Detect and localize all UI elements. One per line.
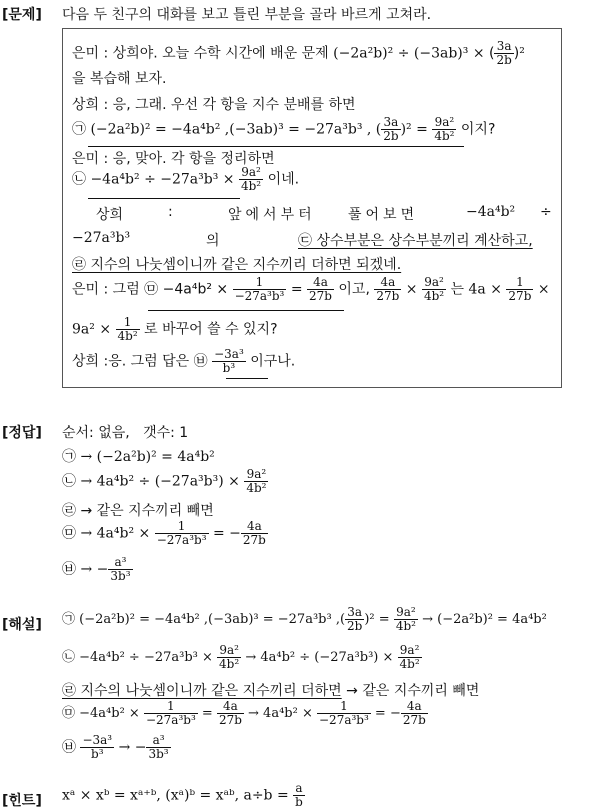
dialog-line-7f: ÷ [540,204,552,220]
fraction: $\frac{\text{a³}}{\text{3b³}}$ [110,555,131,583]
fraction: $\frac{\text{9a²}}{\text{4b²}}$ [240,165,262,193]
dialog-line-8c: ㉢ 상수부분은 상수부분끼리 계산하고, [298,233,533,249]
answer-item-1: ㉠ → (−2a²b)² = 4a⁴b² [62,449,215,465]
fraction: $\frac{4a}{27b}$ [402,699,426,727]
dialog-line-2: 을 복습해 보자. [72,71,167,87]
fraction: $\frac{1}{\text{−27a³b³}}$ [234,275,285,303]
dialog-line-12: 상희 :응. 그럼 답은 ㉥ $\frac{\text{−3a³}}{\text{b³}}$ 이구나. [72,347,296,375]
problem-label: [문제] [2,7,42,23]
answer-order: 순서: 없음, 갯수: 1 [62,425,189,441]
fraction: $\frac{\text{−3a³}}{\text{b³}}$ [214,347,244,375]
dialog-line-8b: 의 [206,233,220,249]
explanation-item-4: ㉤ −4a⁴b² × $\frac{1}{\text{−27a³b³}}$ = $\frac{4a}{27b}$ → 4a⁴b² × $\frac{1}{\text{−27a³b³}}$ = − $\frac{4a}{27b}$ [62,699,426,727]
underline [88,198,240,199]
fraction: $\frac{\text{9a²}}{\text{4b²}}$ [399,643,420,671]
dialog-line-7e: −4a⁴b² [466,204,516,220]
fraction: $\frac{3a}{2b}$ [496,39,512,67]
answer-item-5: ㉥ → − $\frac{\text{a³}}{\text{3b³}}$ [62,555,131,583]
answer-label: [정답] [2,425,42,441]
explanation-label: [해설] [2,617,42,633]
dialog-line-10: 은미 : 그럼 ㉤ −4a⁴b² × $\frac{1}{\text{−27a³b³}}$ = $\frac{4a}{27b}$ 이고, $\frac{4a}{27b}$ × $\frac{\text{9a²}}{\text{4b²}}$ 는 4a × $\frac{1}{27b}$ × [72,275,550,303]
dialog-line-7c: 앞에서부터 [228,207,316,223]
fraction: $\frac{4a}{27b}$ [309,275,332,303]
fraction: $\frac{3a}{2b}$ [383,115,399,143]
underline [226,378,268,379]
dialog-line-9: ㉣ 지수의 나눗셈이니까 같은 지수끼리 더하면 되겠네. [72,257,402,273]
dialog-line-8a: −27a³b³ [72,230,131,246]
dialog-line-7b: : [168,204,173,220]
dialog-line-7a: 상희 [96,207,124,223]
dialog-text: 은미 : 상희야. 오늘 수학 시간에 배운 문제 [72,45,329,62]
fraction: $\frac{1}{\text{−27a³b³}}$ [319,699,369,727]
dialog-line-11: 9a² × $\frac{1}{\text{4b²}}$ 로 바꾸어 쓸 수 있지? [72,315,278,343]
dialog-line-4: ㉠ (−2a²b)² = −4a⁴b² ,(−3ab)³ = −27a³b³ , ( $\frac{3a}{2b}$ )² = $\frac{\text{9a²}}{\text{4b²}}$ 이지? [72,115,496,143]
fraction: $\frac{\text{−3a³}}{\text{b³}}$ [82,733,113,761]
fraction: $\frac{3a}{2b}$ [347,605,363,633]
problem-instruction: 다음 두 친구의 대화를 보고 틀린 부분을 골라 바르게 고쳐라. [62,7,432,23]
dialog-line-7d: 풀어보면 [348,207,419,223]
fraction: $\frac{\text{9a²}}{\text{4b²}}$ [395,605,416,633]
fraction: $\frac{\text{a³}}{\text{3b³}}$ [148,733,169,761]
dialog-math: (−2a²b)² ÷ (−3ab)³ × [333,45,485,62]
explanation-item-1: ㉠ (−2a²b)² = −4a⁴b² ,(−3ab)³ = −27a³b³ ,( $\frac{3a}{2b}$ )² = $\frac{\text{9a²}}{\text{4b²}}$ → (−2a²b)² = 4a⁴b² [62,605,547,633]
explanation-item-3: ㉣ 지수의 나눗셈이니까 같은 지수끼리 더하면 → 같은 지수끼리 빼면 [62,683,480,699]
hint-label: [힌트] [2,793,42,809]
underline [148,310,344,311]
fraction: $\frac{\text{9a²}}{\text{4b²}}$ [423,275,445,303]
answer-item-2: ㉡ → 4a⁴b² ÷ (−27a³b³) × $\frac{\text{9a²}}{\text{4b²}}$ [62,467,267,495]
fraction: $\frac{a}{b}$ [295,781,303,809]
dialog-text: 은미 : 그럼 ㉤ −4a⁴b² × [72,281,229,298]
fraction: $\frac{1}{27b}$ [508,275,532,303]
fraction: $\frac{4a}{27b}$ [376,275,400,303]
dialog-line-6: ㉡ −4a⁴b² ÷ −27a³b³ × $\frac{\text{9a²}}{\text{4b²}}$ 이네. [72,165,300,193]
dialog-line-3: 상희 : 응, 그래. 우선 각 항을 지수 분배를 하면 [72,97,356,113]
answer-item-3: ㉣ → 같은 지수끼리 빼면 [62,503,214,519]
answer-item-4: ㉤ → 4a⁴b² × $\frac{1}{\text{−27a³b³}}$ = − $\frac{4a}{27b}$ [62,519,266,547]
fraction: $\frac{1}{\text{4b²}}$ [117,315,138,343]
fraction: $\frac{1}{\text{−27a³b³}}$ [156,519,207,547]
fraction: $\frac{\text{9a²}}{\text{4b²}}$ [246,467,267,495]
dialog-line-1: 은미 : 상희야. 오늘 수학 시간에 배운 문제 (−2a²b)² ÷ (−3ab)³ × ( $\frac{3a}{2b}$ )² [72,39,525,67]
fraction: $\frac{1}{\text{−27a³b³}}$ [145,699,196,727]
hint-formula: xᵃ × xᵇ = xᵃ⁺ᵇ, (xᵃ)ᵇ = xᵃᵇ, a÷b = $\frac{a}{b}$ [62,781,303,809]
underline [88,146,464,147]
fraction: $\frac{4a}{27b}$ [242,519,266,547]
dialog-math: ㉠ (−2a²b)² = −4a⁴b² ,(−3ab)³ = −27a³b³ , [72,121,372,138]
fraction: $\frac{4a}{27b}$ [218,699,242,727]
explanation-item-2: ㉡ −4a⁴b² ÷ −27a³b³ × $\frac{\text{9a²}}{\text{4b²}}$ → 4a⁴b² ÷ (−27a³b³) × $\frac{\text{9a²}}{\text{4b²}}$ [62,643,420,671]
dialog-line-5: 은미 : 응, 맞아. 각 항을 정리하면 [72,151,275,167]
dialog-math: ㉡ −4a⁴b² ÷ −27a³b³ × [72,171,235,188]
fraction: $\frac{\text{9a²}}{\text{4b²}}$ [219,643,240,671]
fraction: $\frac{\text{9a²}}{\text{4b²}}$ [434,115,455,143]
explanation-item-5: ㉥ $\frac{\text{−3a³}}{\text{b³}}$ → − $\frac{\text{a³}}{\text{3b³}}$ [62,733,169,761]
